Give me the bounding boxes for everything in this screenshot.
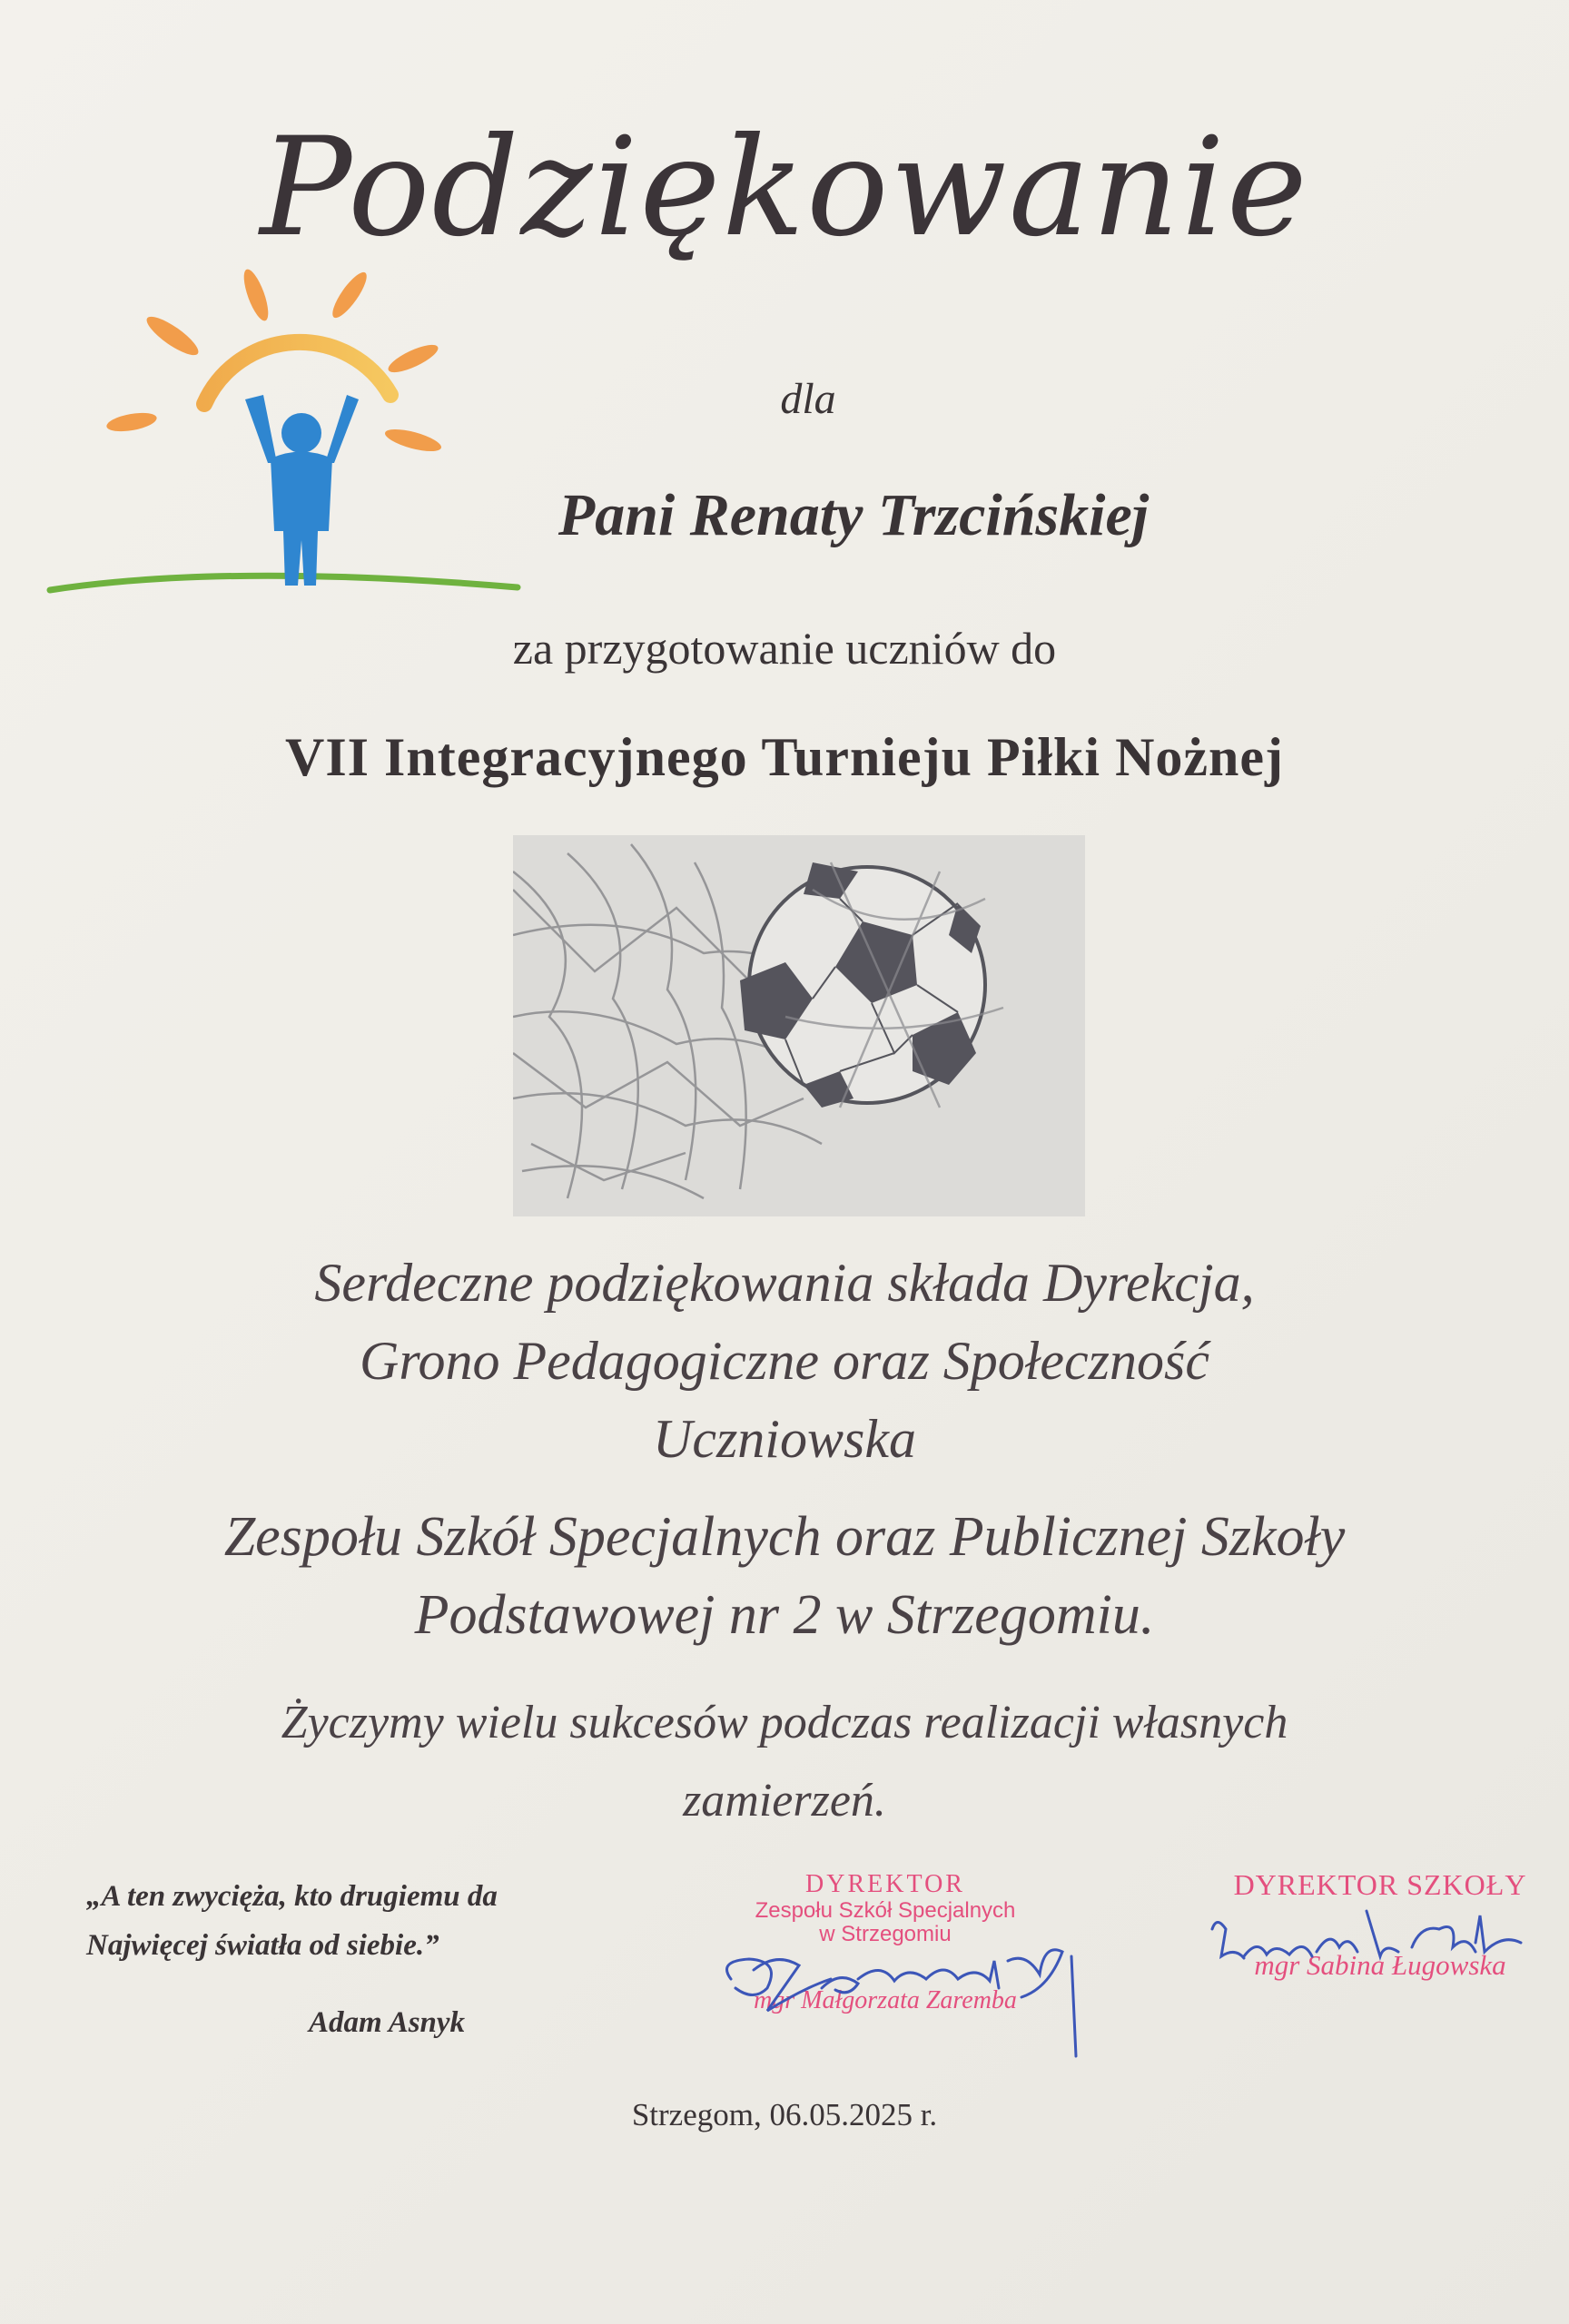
quote-author: Adam Asnyk xyxy=(309,2006,466,2039)
reason-text: za przygotowanie uczniów do xyxy=(512,623,1057,674)
thanks-line: Grono Pedagogiczne oraz Społeczność xyxy=(360,1331,1209,1391)
quote-line: Najwięcej światła od siebie.” xyxy=(86,1929,439,1962)
event-name: VII Integracyjnego Turnieju Piłki Nożnej xyxy=(284,727,1285,787)
quote xyxy=(86,1872,631,1970)
quote-line: „A ten zwycięża, kto drugiemu da xyxy=(86,1880,498,1913)
thanks-paragraph xyxy=(0,1244,1569,1478)
school-line: Podstawowej nr 2 w Strzegomiu. xyxy=(414,1584,1155,1646)
wish-paragraph xyxy=(0,1684,1569,1840)
soccer-ball-in-net-illustration xyxy=(513,835,1085,1216)
signature-right xyxy=(1203,1902,1530,1984)
wish-line: zamierzeń. xyxy=(683,1775,886,1827)
place-and-date: Strzegom, 06.05.2025 r. xyxy=(631,2097,938,2132)
for-label: dla xyxy=(780,375,836,423)
stamp-title: DYREKTOR SZKOŁY xyxy=(1233,1868,1527,1901)
recipient-name: Pani Renaty Trzcińskiej xyxy=(558,482,1150,548)
school-paragraph xyxy=(0,1498,1569,1654)
stamp-name: mgr Małgorzata Zaremba xyxy=(754,1986,1017,2014)
stamp-name: mgr Sabina Ługowska xyxy=(1254,1949,1506,1981)
stamp-line: Zespołu Szkół Specjalnych xyxy=(755,1898,1016,1923)
thanks-line: Serdeczne podziękowania składa Dyrekcja, xyxy=(314,1253,1255,1313)
child-under-sun-logo-icon xyxy=(45,259,536,613)
signature-left xyxy=(713,1925,1094,2061)
certificate-title: Podziękowanie xyxy=(260,109,1309,267)
thanks-line: Uczniowska xyxy=(653,1409,916,1469)
stamp-title: DYREKTOR xyxy=(805,1870,965,1898)
wish-line: Życzymy wielu sukcesów podczas realizacji własnych xyxy=(281,1697,1288,1748)
school-line: Zespołu Szkół Specjalnych oraz Publicznej Szkoły xyxy=(223,1506,1346,1568)
stamp-line: w Strzegomiu xyxy=(819,1922,952,1946)
